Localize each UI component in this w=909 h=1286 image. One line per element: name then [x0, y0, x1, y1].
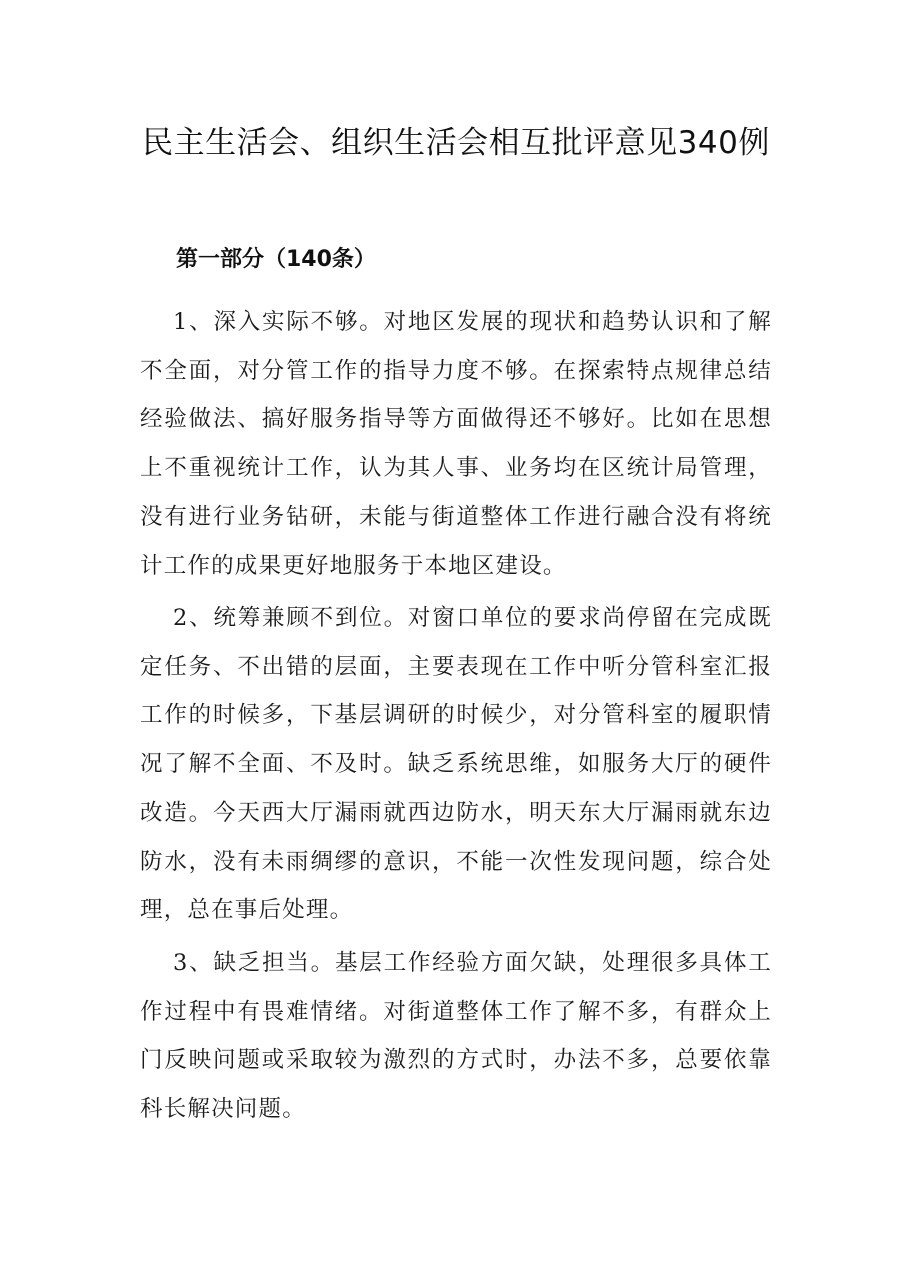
section-heading: 第一部分（140条）	[176, 247, 376, 272]
paragraph-item-3: 3、缺乏担当。基层工作经验方面欠缺，处理很多具体工作过程中有畏难情绪。对街道整体工作了解不多，有群众上门反映问题或采取较为激烈的方式时，办法不多，总要依靠科长解决问题。	[140, 950, 772, 1123]
paragraph-item-2: 2、统筹兼顾不到位。对窗口单位的要求尚停留在完成既定任务、不出错的层面，主要表现在工作中听分管科室汇报工作的时候多，下基层调研的时候少，对分管科室的履职情况了解不全面、不及时。缺乏系统思维，如服务大厅的硬件改造。今天西大厅漏雨就西边防水，明天东大厅漏雨就东边防水，没有未雨绸缪的意识，不能一次性发现问题，综合处理，总在事后处理。	[140, 605, 772, 924]
document-title: 民主生活会、组织生活会相互批评意见340例	[142, 125, 770, 161]
paragraph-item-1: 1、深入实际不够。对地区发展的现状和趋势认识和了解不全面，对分管工作的指导力度不够。在探索特点规律总结经验做法、搞好服务指导等方面做得还不够好。比如在思想上不重视统计工作，认为其人事、业务均在区统计局管理，没有进行业务钻研，未能与街道整体工作进行融合没有将统计工作的成果更好地服务于本地区建设。	[140, 309, 772, 579]
